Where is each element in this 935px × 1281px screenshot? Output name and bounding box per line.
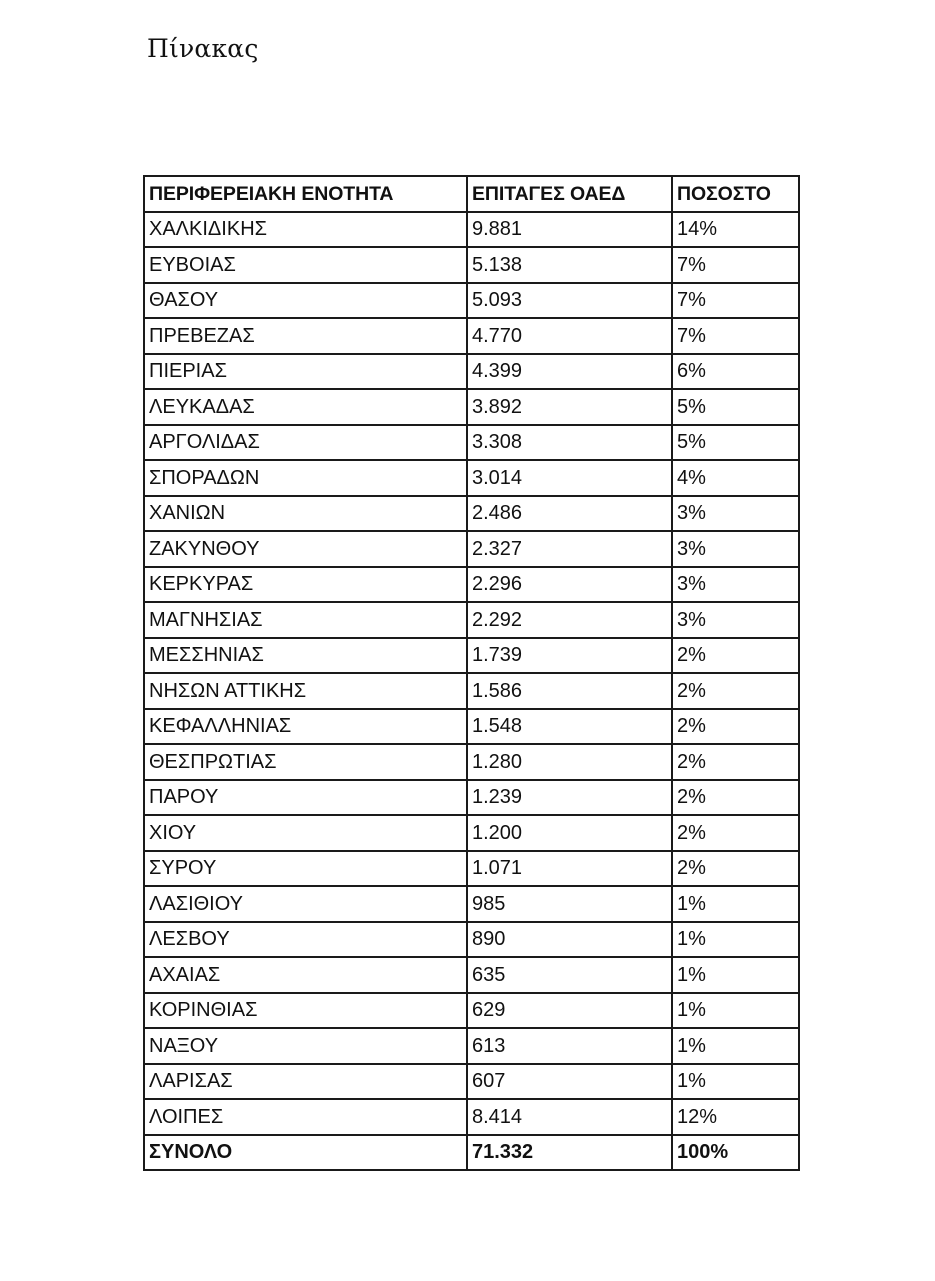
region-cell: ΧΑΝΙΩΝ	[144, 496, 467, 532]
column-header-vouchers: ΕΠΙΤΑΓΕΣ ΟΑΕΔ	[467, 176, 672, 212]
table-row	[144, 247, 799, 283]
vouchers-cell: 985	[467, 886, 672, 922]
table-row	[144, 922, 799, 958]
vouchers-cell: 2.327	[467, 531, 672, 567]
percentage-cell: 7%	[672, 283, 799, 319]
region-cell: ΑΡΓΟΛΙΔΑΣ	[144, 425, 467, 461]
percentage-cell: 4%	[672, 460, 799, 496]
vouchers-cell: 1.280	[467, 744, 672, 780]
percentage-cell: 3%	[672, 602, 799, 638]
percentage-cell: 12%	[672, 1099, 799, 1135]
table-row	[144, 851, 799, 887]
vouchers-cell: 4.399	[467, 354, 672, 390]
region-cell: ΛΕΣΒΟΥ	[144, 922, 467, 958]
column-header-percentage: ΠΟΣΟΣΤΟ	[672, 176, 799, 212]
table-row	[144, 815, 799, 851]
percentage-cell: 1%	[672, 886, 799, 922]
region-cell: ΕΥΒΟΙΑΣ	[144, 247, 467, 283]
region-cell: ΘΑΣΟΥ	[144, 283, 467, 319]
region-cell: ΛΕΥΚΑΔΑΣ	[144, 389, 467, 425]
total-percentage: 100%	[672, 1135, 799, 1171]
percentage-cell: 2%	[672, 638, 799, 674]
document-title: Πίνακας	[147, 34, 259, 63]
region-cell: ΜΑΓΝΗΣΙΑΣ	[144, 602, 467, 638]
percentage-cell: 5%	[672, 425, 799, 461]
vouchers-cell: 9.881	[467, 212, 672, 248]
vouchers-cell: 8.414	[467, 1099, 672, 1135]
total-label: ΣΥΝΟΛΟ	[144, 1135, 467, 1171]
region-cell: ΚΕΡΚΥΡΑΣ	[144, 567, 467, 603]
table-row	[144, 1064, 799, 1100]
vouchers-cell: 1.548	[467, 709, 672, 745]
percentage-cell: 2%	[672, 673, 799, 709]
percentage-cell: 2%	[672, 851, 799, 887]
region-cell: ΜΕΣΣΗΝΙΑΣ	[144, 638, 467, 674]
vouchers-cell: 2.296	[467, 567, 672, 603]
vouchers-cell: 2.486	[467, 496, 672, 532]
table-body	[144, 212, 799, 1135]
vouchers-cell: 1.739	[467, 638, 672, 674]
region-cell: ΧΑΛΚΙΔΙΚΗΣ	[144, 212, 467, 248]
total-vouchers: 71.332	[467, 1135, 672, 1171]
table-row	[144, 602, 799, 638]
vouchers-cell: 4.770	[467, 318, 672, 354]
table-row	[144, 993, 799, 1029]
vouchers-cell: 2.292	[467, 602, 672, 638]
column-header-region: ΠΕΡΙΦΕΡΕΙΑΚΗ ΕΝΟΤΗΤΑ	[144, 176, 467, 212]
region-cell: ΑΧΑΙΑΣ	[144, 957, 467, 993]
vouchers-cell: 613	[467, 1028, 672, 1064]
table-total-row	[144, 1135, 799, 1171]
vouchers-cell: 3.014	[467, 460, 672, 496]
vouchers-cell: 1.200	[467, 815, 672, 851]
region-cell: ΛΟΙΠΕΣ	[144, 1099, 467, 1135]
region-cell: ΛΑΣΙΘΙΟΥ	[144, 886, 467, 922]
vouchers-cell: 3.892	[467, 389, 672, 425]
vouchers-cell: 5.138	[467, 247, 672, 283]
table-row	[144, 1099, 799, 1135]
region-cell: ΧΙΟΥ	[144, 815, 467, 851]
table-row	[144, 567, 799, 603]
vouchers-cell: 607	[467, 1064, 672, 1100]
percentage-cell: 2%	[672, 744, 799, 780]
table-row	[144, 780, 799, 816]
table-row	[144, 496, 799, 532]
vouchers-cell: 3.308	[467, 425, 672, 461]
region-cell: ΛΑΡΙΣΑΣ	[144, 1064, 467, 1100]
region-cell: ΣΠΟΡΑΔΩΝ	[144, 460, 467, 496]
table-row	[144, 389, 799, 425]
vouchers-cell: 1.071	[467, 851, 672, 887]
percentage-cell: 1%	[672, 922, 799, 958]
vouchers-cell: 1.586	[467, 673, 672, 709]
percentage-cell: 6%	[672, 354, 799, 390]
table-row	[144, 212, 799, 248]
percentage-cell: 2%	[672, 780, 799, 816]
region-cell: ΠΙΕΡΙΑΣ	[144, 354, 467, 390]
percentage-cell: 14%	[672, 212, 799, 248]
table-row	[144, 425, 799, 461]
region-cell: ΠΡΕΒΕΖΑΣ	[144, 318, 467, 354]
percentage-cell: 1%	[672, 957, 799, 993]
percentage-cell: 3%	[672, 496, 799, 532]
percentage-cell: 1%	[672, 1028, 799, 1064]
table-row	[144, 886, 799, 922]
table-row	[144, 744, 799, 780]
region-cell: ΚΟΡΙΝΘΙΑΣ	[144, 993, 467, 1029]
table-row	[144, 318, 799, 354]
region-cell: ΝΑΞΟΥ	[144, 1028, 467, 1064]
percentage-cell: 2%	[672, 709, 799, 745]
vouchers-cell: 635	[467, 957, 672, 993]
region-cell: ΖΑΚΥΝΘΟΥ	[144, 531, 467, 567]
vouchers-cell: 5.093	[467, 283, 672, 319]
percentage-cell: 3%	[672, 567, 799, 603]
table-row	[144, 1028, 799, 1064]
percentage-cell: 7%	[672, 247, 799, 283]
region-cell: ΘΕΣΠΡΩΤΙΑΣ	[144, 744, 467, 780]
table-row	[144, 283, 799, 319]
regional-vouchers-table	[143, 175, 800, 1171]
percentage-cell: 3%	[672, 531, 799, 567]
percentage-cell: 5%	[672, 389, 799, 425]
percentage-cell: 2%	[672, 815, 799, 851]
percentage-cell: 7%	[672, 318, 799, 354]
vouchers-cell: 1.239	[467, 780, 672, 816]
table-row	[144, 638, 799, 674]
region-cell: ΠΑΡΟΥ	[144, 780, 467, 816]
vouchers-cell: 890	[467, 922, 672, 958]
table-row	[144, 957, 799, 993]
table-row	[144, 709, 799, 745]
percentage-cell: 1%	[672, 1064, 799, 1100]
table-row	[144, 354, 799, 390]
table-row	[144, 460, 799, 496]
table-header-row	[144, 176, 799, 212]
table-row	[144, 531, 799, 567]
region-cell: ΚΕΦΑΛΛΗΝΙΑΣ	[144, 709, 467, 745]
region-cell: ΝΗΣΩΝ ΑΤΤΙΚΗΣ	[144, 673, 467, 709]
vouchers-cell: 629	[467, 993, 672, 1029]
percentage-cell: 1%	[672, 993, 799, 1029]
region-cell: ΣΥΡΟΥ	[144, 851, 467, 887]
table-row	[144, 673, 799, 709]
